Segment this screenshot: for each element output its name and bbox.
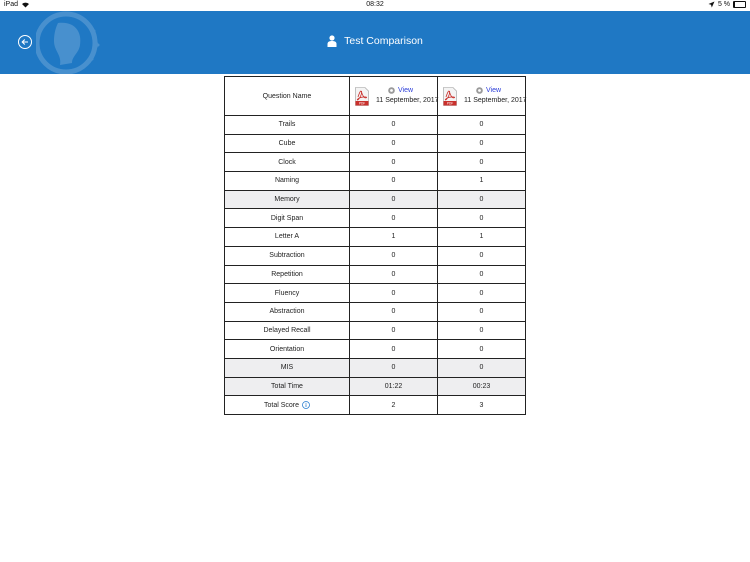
total-time-row xyxy=(225,377,526,396)
eye-icon xyxy=(388,87,395,94)
person-icon xyxy=(327,35,337,47)
question-name: Total Score xyxy=(263,402,300,409)
score-cell: 0 xyxy=(350,302,438,321)
table-row xyxy=(225,153,526,172)
score-cell: 0 xyxy=(350,265,438,284)
page-title: Test Comparison xyxy=(344,35,423,47)
table-row xyxy=(225,321,526,340)
score-cell: 0 xyxy=(350,340,438,359)
question-name: Letter A xyxy=(225,228,350,247)
score-cell: 0 xyxy=(350,116,438,135)
table-row xyxy=(225,228,526,247)
question-name: Repetition xyxy=(225,265,350,284)
table-row xyxy=(225,284,526,303)
comparison-table-wrap xyxy=(224,76,526,415)
score-cell: 0 xyxy=(438,190,526,209)
total-score-row xyxy=(225,396,526,415)
time-cell: 00:23 xyxy=(438,377,526,396)
score-cell: 0 xyxy=(438,284,526,303)
battery-percent: 5 % xyxy=(717,1,730,8)
table-row xyxy=(225,246,526,265)
question-name: Memory xyxy=(225,190,350,209)
score-cell: 0 xyxy=(438,246,526,265)
score-cell: 0 xyxy=(438,153,526,172)
question-name: Subtraction xyxy=(225,246,350,265)
question-name-header: Question Name xyxy=(225,77,350,116)
score-cell: 2 xyxy=(350,396,438,415)
score-cell: 0 xyxy=(438,209,526,228)
status-right xyxy=(708,1,746,8)
question-name: Total Time xyxy=(225,377,350,396)
score-cell: 0 xyxy=(438,321,526,340)
eye-icon xyxy=(476,87,483,94)
table-row xyxy=(225,209,526,228)
question-name: Clock xyxy=(225,153,350,172)
score-cell: 1 xyxy=(438,228,526,247)
question-name: Naming xyxy=(225,172,350,191)
nav-bar xyxy=(0,11,750,74)
score-cell: 3 xyxy=(438,396,526,415)
score-cell: 0 xyxy=(438,302,526,321)
score-cell: 0 xyxy=(350,153,438,172)
score-cell: 0 xyxy=(350,190,438,209)
view-line-2 xyxy=(438,87,525,94)
total-score-label-cell xyxy=(225,396,350,415)
question-name: Abstraction xyxy=(225,302,350,321)
location-arrow-icon xyxy=(708,1,715,8)
view-link-1[interactable]: View xyxy=(397,87,414,94)
test-header-1 xyxy=(350,77,438,116)
table-header-row xyxy=(225,77,526,116)
table-row xyxy=(225,134,526,153)
page-title-group xyxy=(0,35,750,47)
score-cell: 0 xyxy=(350,358,438,377)
svg-text:PDF: PDF xyxy=(446,101,454,106)
comparison-table xyxy=(224,76,526,415)
test-date-1: 11 September, 2017 xyxy=(376,97,439,104)
score-cell: 0 xyxy=(438,265,526,284)
score-cell: 0 xyxy=(350,321,438,340)
score-cell: 0 xyxy=(350,284,438,303)
question-name: Delayed Recall xyxy=(225,321,350,340)
score-cell: 1 xyxy=(438,172,526,191)
table-row xyxy=(225,358,526,377)
view-link-2[interactable]: View xyxy=(485,87,502,94)
table-row xyxy=(225,302,526,321)
table-row xyxy=(225,190,526,209)
battery-icon xyxy=(733,1,746,8)
test-header-2 xyxy=(438,77,526,116)
score-cell: 0 xyxy=(350,134,438,153)
score-cell: 0 xyxy=(438,116,526,135)
svg-text:PDF: PDF xyxy=(358,101,366,106)
score-cell: 0 xyxy=(350,246,438,265)
score-cell: 0 xyxy=(438,340,526,359)
question-name: Trails xyxy=(225,116,350,135)
status-time: 08:32 xyxy=(366,1,384,8)
question-name: MIS xyxy=(225,358,350,377)
table-row xyxy=(225,172,526,191)
time-cell: 01:22 xyxy=(350,377,438,396)
score-cell: 0 xyxy=(350,209,438,228)
score-cell: 0 xyxy=(438,358,526,377)
score-cell: 0 xyxy=(350,172,438,191)
question-name: Orientation xyxy=(225,340,350,359)
table-row xyxy=(225,116,526,135)
score-cell: 0 xyxy=(438,134,526,153)
device-label: iPad xyxy=(4,1,19,8)
view-line-1 xyxy=(350,87,437,94)
test-date-2: 11 September, 2017 xyxy=(464,97,527,104)
table-row xyxy=(225,340,526,359)
question-name: Cube xyxy=(225,134,350,153)
question-name: Digit Span xyxy=(225,209,350,228)
table-row xyxy=(225,265,526,284)
status-bar xyxy=(0,0,750,11)
score-cell: 1 xyxy=(350,228,438,247)
info-icon[interactable] xyxy=(302,401,310,409)
question-name: Fluency xyxy=(225,284,350,303)
